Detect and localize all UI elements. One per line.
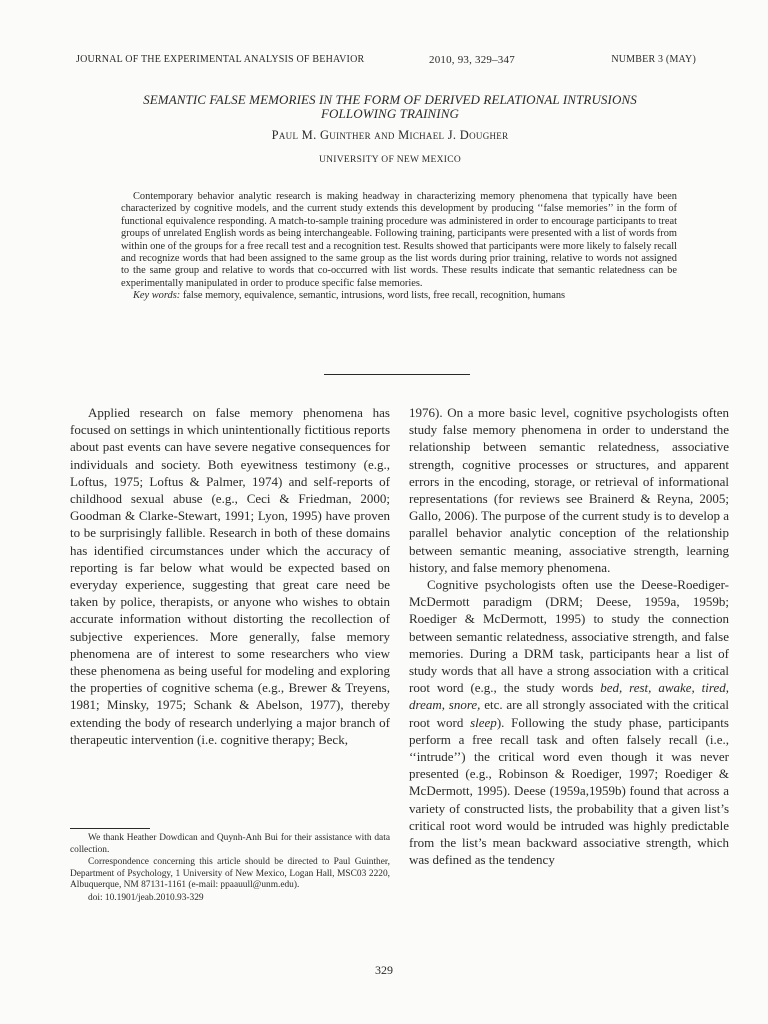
section-divider xyxy=(324,374,470,375)
italic-critical-word: sleep xyxy=(470,714,497,730)
article-title xyxy=(90,93,690,121)
keywords-line xyxy=(121,290,677,302)
body-column-left xyxy=(70,404,390,748)
affiliation: UNIVERSITY OF NEW MEXICO xyxy=(318,155,462,165)
body-column-right xyxy=(409,404,729,868)
footnotes xyxy=(70,833,390,906)
year-volume-pages: 2010, 93, 329–347 xyxy=(429,54,515,66)
footnote-divider xyxy=(70,828,150,829)
authors: Paul M. Guinther and Michael J. Dougher xyxy=(271,128,509,142)
journal-name: JOURNAL OF THE EXPERIMENTAL ANALYSIS OF BEHAVIOR xyxy=(76,54,365,65)
title-line-2: FOLLOWING TRAINING xyxy=(321,106,459,121)
footnote-doi: doi: 10.1901/jeab.2010.93-329 xyxy=(88,892,204,903)
paragraph: Cognitive psychologists often use the Deese-Roediger-McDermott paradigm (DRM; Deese, 1959a, 1959b; Roediger & McDermott, 1995) to study the connection between semantic relatedness, associative strength, and false memories. During a DRM task, participants hear a list of study words that all have a strong association with a critical root word (e.g., the study words bed, rest, awake, tired, dream, snore, etc. are all strongly associated with the critical root word sleep). Following the study phase, participants perform a free recall task and often falsely recall (i.e., ‘‘intrude’’) the critical word even though it was never presented (e.g., Robinson & Roediger, 1997; Roediger & McDermott, 1995). Deese (1959a,1959b) found that across a variety of constructed lists, the probability that a given list’s critical root word would be intruded was highly predictable from the list’s mean backward associative strength, which was defined as the tendency xyxy=(409,577,729,868)
italic-example-words: bed, rest, awake, tired, dream, snore, xyxy=(409,680,729,713)
keywords-label: Key words: xyxy=(133,290,181,302)
footnote-correspondence: Correspondence concerning this article should be directed to Paul Guinther, Department of Psychology, 1 University of New Mexico, Logan Hall, MSC03 2220, Albuquerque, NM 87131-1161 (e-mail: ppaauull@unm.edu). xyxy=(70,857,390,891)
footnote-thanks: We thank Heather Dowdican and Quynh-Anh Bui for their assistance with data collection. xyxy=(70,833,390,855)
page-number: 329 xyxy=(375,963,393,977)
abstract xyxy=(121,191,677,303)
abstract-text: Contemporary behavior analytic research is making headway in characterizing memory phenomena that typically have been characterized by cognitive models, and the current study extends this development by producing ‘‘false memories’’ in the form of functional equivalence responding. A match-to-sample training procedure was administered in order to encourage participants to treat groups of unrelated English words as being interchangeable. Following training, participants were presented with a list of words from within one of the groups for a free recall test and a recognition test. Results showed that participants were more likely to falsely recall and recognize words that had been assigned to the same group as the list words during prior training, relative to words not assigned to the same group and relative to words that co-occurred with list words. These results indicate that semantic relatedness can be experimentally manipulated in order to produce specific false memories. xyxy=(121,191,677,289)
keywords: false memory, equivalence, semantic, intrusions, word lists, free recall, recognition, humans xyxy=(182,290,566,302)
paragraph: Applied research on false memory phenomena has focused on settings in which unintentionally fictitious reports about past events can have severe negative consequences for individuals and society. Both eyewitness testimony (e.g., Loftus, 1975; Loftus & Palmer, 1974) and self-reports of childhood sexual abuse (e.g., Ceci & Friedman, 2000; Goodman & Clarke-Stewart, 1991; Lyon, 1995) have proven to be surprisingly fallible. Research in both of these domains has identified circumstances under which the accuracy of reporting is far below what would be expected based on everyday experience, suggesting that great care need be taken by police, therapists, or anyone who wishes to obtain accurate information without distorting the recollection of subjective experiences. More generally, false memory phenomena are of interest to some researchers who view these phenomena as being useful for modeling and exploring the properties of cognitive schema (e.g., Brewer & Treyens, 1981; Minsky, 1975; Schank & Abelson, 1977), thereby extending the body of research underlying a major branch of therapeutic intervention (i.e. cognitive therapy; Beck, xyxy=(70,405,390,747)
running-header xyxy=(76,54,696,68)
title-line-1: SEMANTIC FALSE MEMORIES IN THE FORM OF DERIVED RELATIONAL INTRUSIONS xyxy=(143,92,637,107)
paragraph: 1976). On a more basic level, cognitive psychologists often study false memory phenomena in order to understand the relationship between semantic relatedness, associative strength, cognitive processes or structures, and apparent errors in the encoding, storage, or retrieval of informational representations (for reviews see Brainerd & Reyna, 2005; Gallo, 2006). The purpose of the current study is to develop a parallel behavior analytic conception of the relationship between semantic meaning, associative strength, learning history, and false memory phenomena. xyxy=(409,405,729,575)
issue-number: NUMBER 3 (MAY) xyxy=(611,54,696,65)
